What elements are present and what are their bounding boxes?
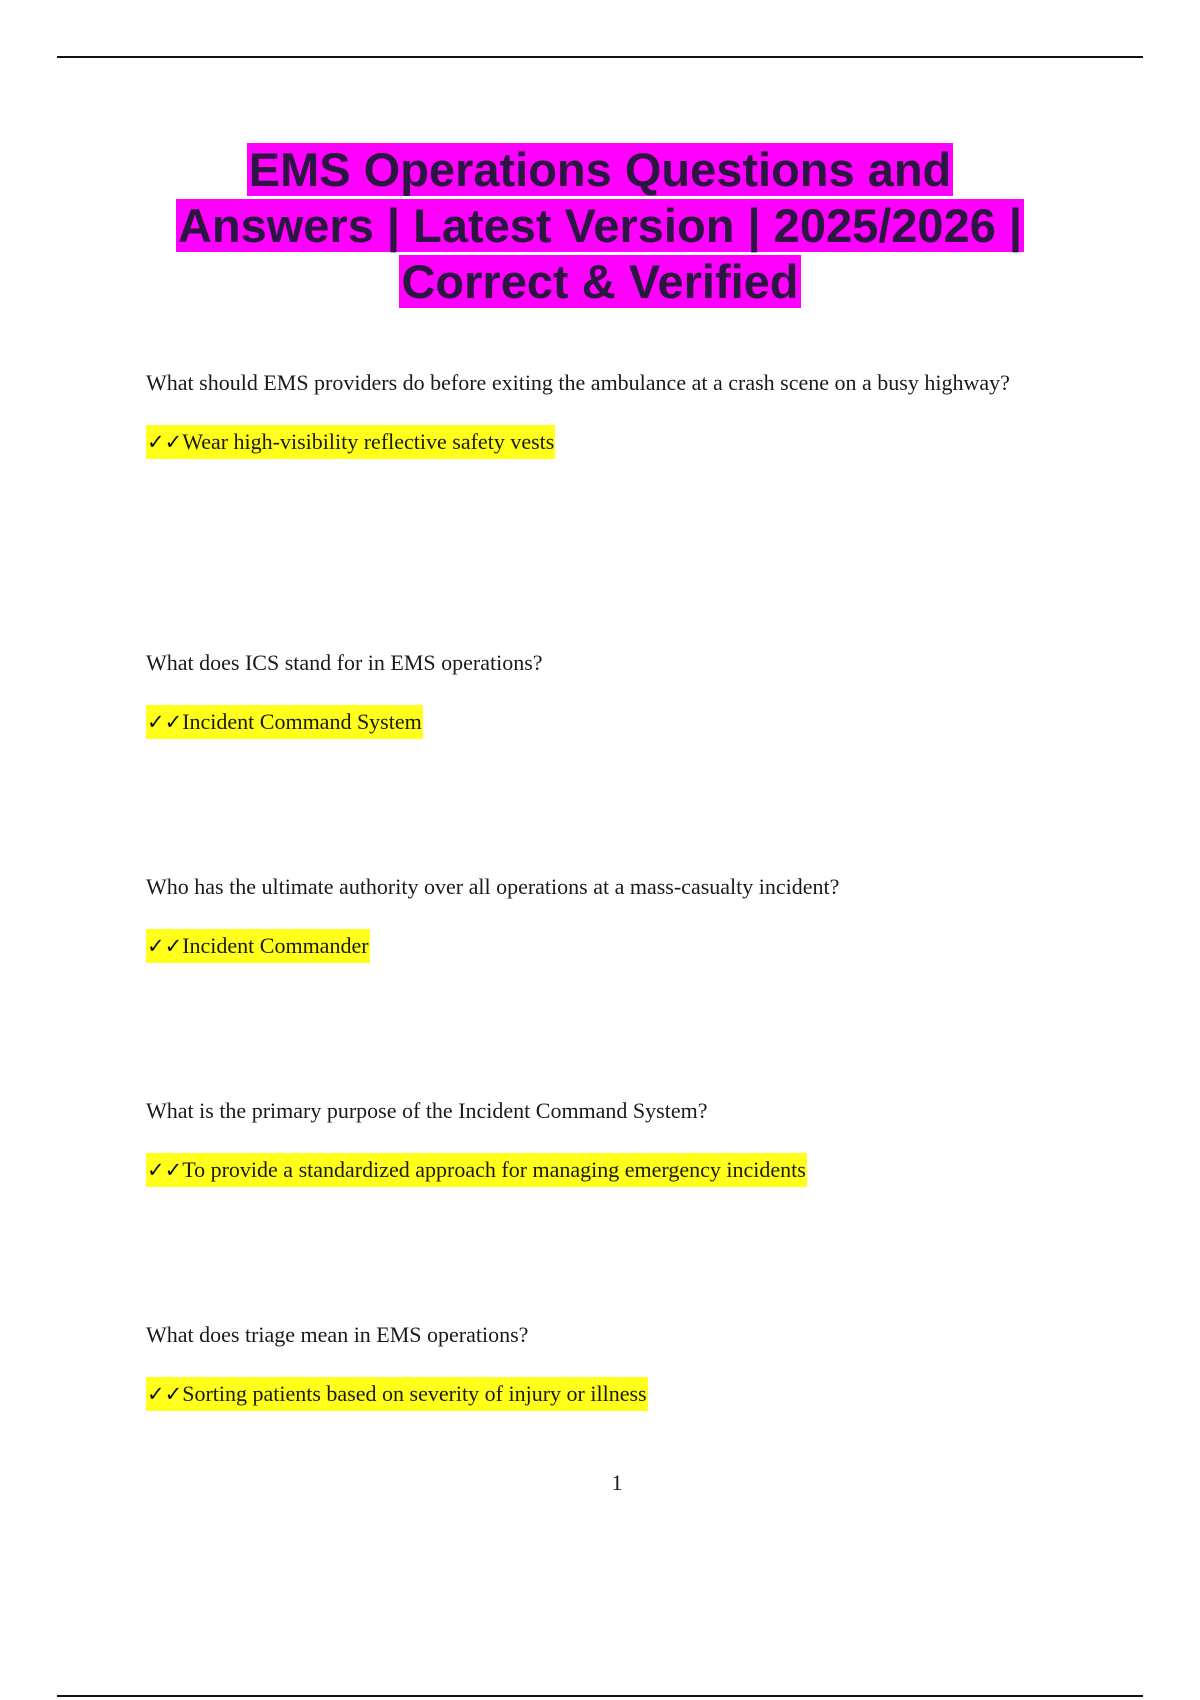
question-1: What should EMS providers do before exiting the ambulance at a crash scene on a busy highway?	[146, 370, 1010, 395]
check-mark-icon: ✓✓	[147, 934, 183, 958]
bottom-rule	[57, 1695, 1143, 1697]
question-3: Who has the ultimate authority over all operations at a mass-casualty incident?	[146, 874, 840, 899]
question-5: What does triage mean in EMS operations?	[146, 1322, 529, 1347]
answer-1	[146, 425, 555, 459]
check-mark-icon: ✓✓	[147, 1158, 183, 1182]
check-mark-icon: ✓✓	[147, 1382, 183, 1406]
qa-item-2	[146, 635, 1046, 739]
question-2: What does ICS stand for in EMS operations?	[146, 650, 543, 675]
qa-item-4	[146, 1083, 1046, 1187]
answer-1-text: Wear high-visibility reflective safety vests	[182, 429, 555, 454]
answer-3	[146, 929, 370, 963]
answer-2-text: Incident Command System	[182, 709, 422, 734]
question-4: What is the primary purpose of the Incident Command System?	[146, 1098, 708, 1123]
answer-5	[146, 1377, 648, 1411]
answer-4-text: To provide a standardized approach for managing emergency incidents	[182, 1157, 806, 1182]
qa-item-3	[146, 859, 1046, 963]
check-mark-icon: ✓✓	[147, 430, 183, 454]
answer-2	[146, 705, 423, 739]
answer-3-text: Incident Commander	[182, 933, 369, 958]
title-line-3: Correct & Verified	[401, 255, 799, 308]
qa-item-5	[146, 1307, 1046, 1411]
top-rule	[57, 56, 1143, 58]
title-line-2: Answers | Latest Version | 2025/2026 |	[177, 199, 1023, 252]
page-number: 1	[611, 1470, 623, 1495]
answer-5-text: Sorting patients based on severity of injury or illness	[182, 1381, 647, 1406]
document-title	[100, 142, 1100, 310]
check-mark-icon: ✓✓	[147, 710, 183, 734]
qa-item-1	[146, 355, 1026, 459]
answer-4	[146, 1153, 807, 1187]
title-line-1: EMS Operations Questions and	[248, 143, 952, 196]
